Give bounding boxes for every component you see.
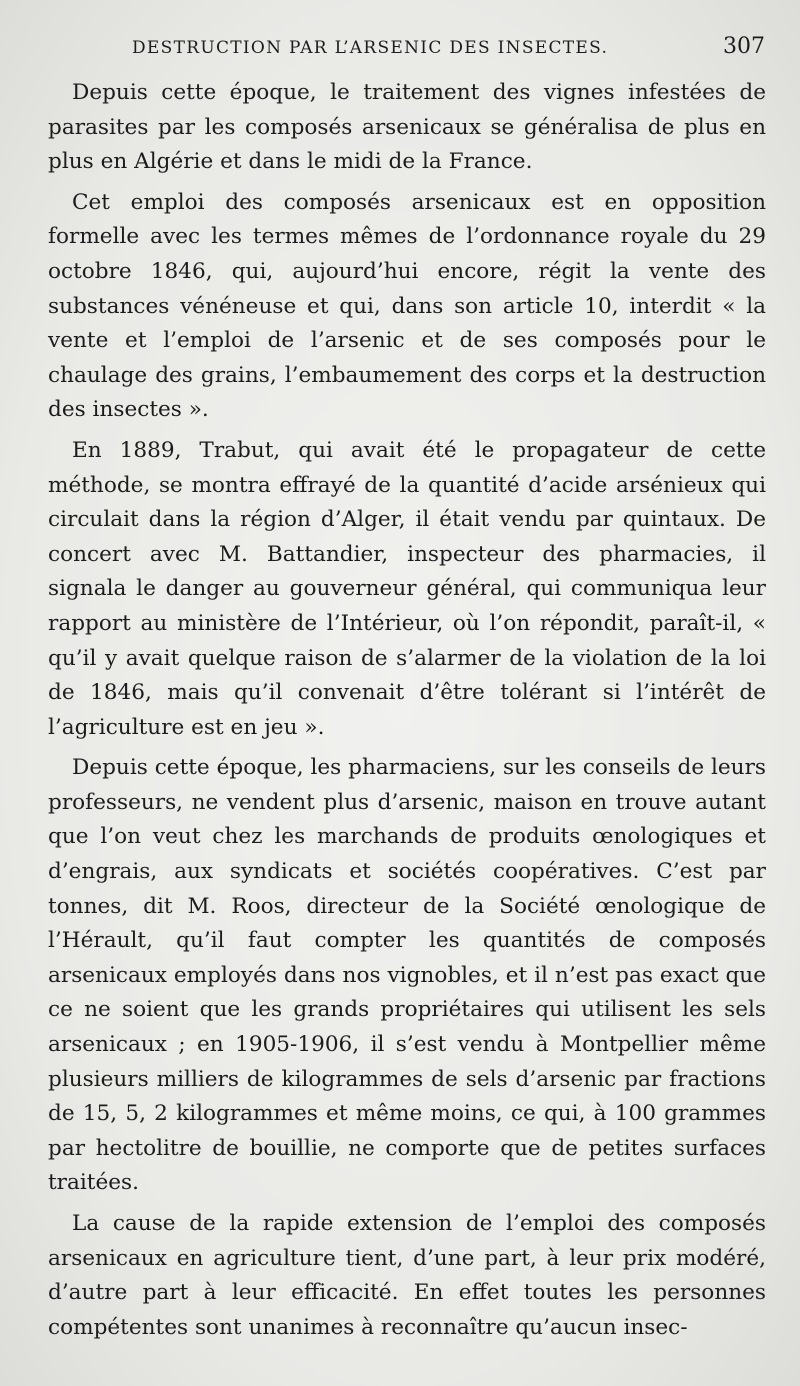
page-number: 307 bbox=[723, 34, 765, 59]
paragraph: Depuis cette époque, les pharmaciens, sur les conseils de leurs professeurs, ne vendent plus d’arsenic, maison en trouve autant que l’on veut chez les marchands de produits œnologiques et d’engrais, aux syndicats et sociétés coopératives. C’est par tonnes, dit M. Roos, directeur de la Société œnologique de l’Hérault, qu’il faut compter les quantités de composés arsenicaux employés dans nos vignobles, et il n’est pas exact que ce ne soient que les grands propriétaires qui utilisent les sels arsenicaux ; en 1905-1906, il s’est vendu à Montpellier même plusieurs milliers de kilogrammes de sels d’arsenic par fractions de 15, 5, 2 kilogrammes et même moins, ce qui, à 100 grammes par hectolitre de bouillie, ne comporte que de petites surfaces traitées. bbox=[48, 755, 766, 1196]
running-title: DESTRUCTION PAR L’ARSENIC DES INSECTES. bbox=[132, 38, 609, 58]
paragraph: Cet emploi des composés arsenicaux est en opposition formelle avec les termes mêmes de l’ordonnance royale du 29 octobre 1846, qui, aujourd’hui encore, régit la vente des substances vénéneuse et qui, dans son article 10, interdit « la vente et l’emploi de l’arsenic et de ses composés pour le chaulage des grains, l’embaumement des corps et la destruction des insectes ». bbox=[48, 189, 766, 423]
paragraph: Depuis cette époque, le traitement des vignes infestées de parasites par les composés arsenicaux se généralisa de plus en plus en Algérie et dans le midi de la France. bbox=[48, 80, 766, 175]
paragraph: La cause de la rapide extension de l’emploi des composés arsenicaux en agriculture tient, d’une part, à leur prix modéré, d’autre part à leur efficacité. En effet toutes les personnes compétentes sont unanimes à reconnaître qu’aucun insec- bbox=[48, 1211, 766, 1340]
page-body bbox=[48, 76, 766, 1345]
paragraph: En 1889, Trabut, qui avait été le propagateur de cette méthode, se montra effrayé de la quantité d’acide arsénieux qui circulait dans la région d’Alger, il était vendu par quintaux. De concert avec M. Battandier, inspecteur des pharmacies, il signala le danger au gouverneur général, qui communiqua leur rapport au ministère de l’Intérieur, où l’on répondit, paraît-il, « qu’il y avait quelque raison de s’alarmer de la violation de la loi de 1846, mais qu’il convenait d’être tolérant si l’intérêt de l’agriculture est en jeu ». bbox=[48, 437, 766, 740]
running-header bbox=[132, 34, 767, 64]
